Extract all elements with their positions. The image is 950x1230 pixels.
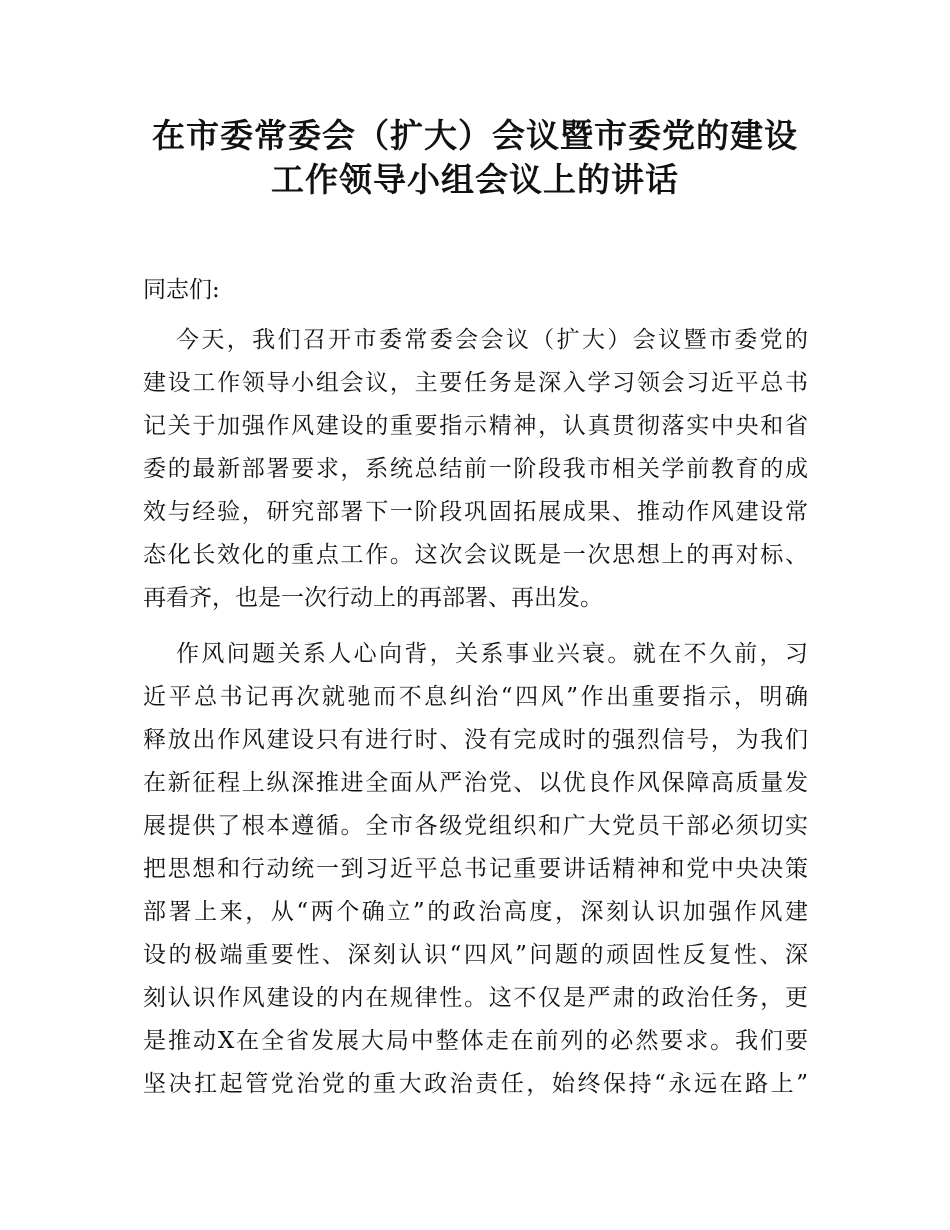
paragraph-line: 展提供了根本遵循。全市各级党组织和广大党员干部必须切实 (143, 813, 808, 839)
paragraph-line: 再看齐，也是一次行动上的再部署、再出发。 (143, 585, 603, 611)
paragraph-line: 作风问题关系人心向背，关系事业兴衰。就在不久前，习 (176, 641, 808, 667)
paragraph-line: 设的极端重要性、深刻认识“四风”问题的顽固性反复性、深 (143, 942, 808, 968)
paragraph-line: 今天，我们召开市委常委会会议（扩大）会议暨市委党的 (176, 327, 808, 353)
paragraph-line: 刻认识作风建设的内在规律性。这不仅是严肃的政治任务，更 (143, 985, 808, 1011)
paragraph-line: 建设工作领导小组会议，主要任务是深入学习领会习近平总书 (143, 370, 808, 396)
paragraph-line: 在新征程上纵深推进全面从严治党、以优良作风保障高质量发 (143, 770, 808, 796)
document-title-line-2: 工作领导小组会议上的讲话 (271, 160, 679, 199)
paragraph-line: 记关于加强作风建设的重要指示精神，认真贯彻落实中央和省 (143, 413, 808, 439)
paragraph-line: 部署上来，从“两个确立”的政治高度，深刻认识加强作风建 (143, 899, 808, 925)
paragraph-line: 释放出作风建设只有进行时、没有完成时的强烈信号，为我们 (143, 727, 808, 753)
paragraph-line: 把思想和行动统一到习近平总书记重要讲话精神和党中央决策 (143, 856, 808, 882)
paragraph-line: 近平总书记再次就驰而不息纠治“四风”作出重要指示，明确 (143, 684, 808, 710)
greeting: 同志们: (143, 277, 220, 303)
paragraph-line: 态化长效化的重点工作。这次会议既是一次思想上的再对标、 (143, 542, 808, 568)
paragraph-line: 是推动X在全省发展大局中整体走在前列的必然要求。我们要 (143, 1028, 808, 1054)
document-title-line-1: 在市委常委会（扩大）会议暨市委党的建设 (152, 116, 798, 155)
paragraph-line: 委的最新部署要求，系统总结前一阶段我市相关学前教育的成 (143, 456, 808, 482)
paragraph-line: 坚决扛起管党治党的重大政治责任，始终保持“永远在路上” (143, 1071, 808, 1097)
paragraph-line: 效与经验，研究部署下一阶段巩固拓展成果、推动作风建设常 (143, 499, 808, 525)
